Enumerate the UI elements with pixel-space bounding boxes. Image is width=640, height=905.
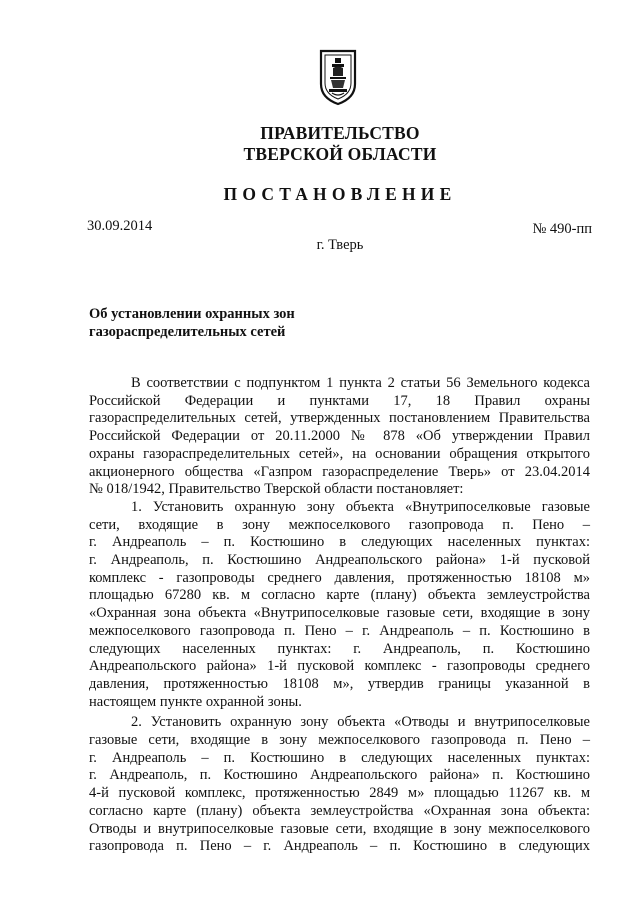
coat-of-arms-icon: [318, 48, 358, 106]
document-number: № 490-пп: [532, 221, 592, 237]
text-line: газопровода п. Пено – г. Андреаполь – п. Костюшино в следующих: [89, 838, 590, 855]
text-line: 4-й пусковой комплекс, протяженностью 2849 м» площадью 11267 кв. м: [89, 785, 590, 802]
item-2-paragraph: [89, 714, 590, 856]
text-line: согласно карте (плану) объекта землеустройства «Охранная зона объекта:: [89, 802, 590, 819]
document-city: г. Тверь: [316, 237, 364, 253]
document-subject: [89, 305, 295, 341]
text-line: г. Андреаполь, п. Костюшино Андреапольского района» 1-й пусковой: [89, 552, 590, 569]
text-line: комплекс - газопроводы среднего давления, протяженностью 18108 м»: [89, 569, 590, 586]
text-line: г. Андреаполь – п. Костюшино в следующих населенных пунктах:: [89, 534, 590, 551]
organization-name-line1: ПРАВИТЕЛЬСТВО: [260, 123, 420, 143]
text-line: следующих населенных пунктах: г. Андреаполь, п. Костюшино: [89, 640, 590, 657]
document-type-title: ПОСТАНОВЛЕНИЕ: [223, 184, 457, 204]
subject-line: Об установлении охранных зон: [89, 306, 295, 322]
text-line: давления, протяженностью 18108 м», утвердив границы указанной в: [89, 675, 590, 692]
text-line: «Охранная зона объекта «Внутрипоселковые газовые сети, входящие в зону: [89, 605, 590, 622]
text-line: площадью 67280 кв. м согласно карте (плану) объекта землеустройства: [89, 587, 590, 604]
text-line: Российской Федерации и пунктами 17, 18 Правил охраны: [89, 392, 590, 409]
preamble-paragraph: [89, 375, 590, 499]
text-line: акционерного общества «Газпром газораспределение Тверь» от 23.04.2014: [89, 463, 590, 480]
text-line: межпоселкового газопровода п. Пено – г. Андреаполь – п. Костюшино в: [89, 622, 590, 639]
text-line: газовые сети, входящие в зону межпоселкового газопровода п. Пено –: [89, 732, 590, 749]
organization-name-line2: ТВЕРСКОЙ ОБЛАСТИ: [243, 144, 437, 164]
text-line: 2. Установить охранную зону объекта «Отводы и внутрипоселковые: [131, 714, 590, 731]
text-line: сети, входящие в зону межпоселкового газопровода п. Пено –: [89, 516, 590, 533]
text-line: охраны газораспределительных сетей», на основании обращения открытого: [89, 445, 590, 462]
text-line: Андреапольского района» 1-й пусковой комплекс - газопроводы среднего: [89, 658, 590, 675]
document-date: 30.09.2014: [87, 218, 153, 234]
text-line: 1. Установить охранную зону объекта «Внутрипоселковые газовые: [131, 498, 590, 515]
document-body: [89, 375, 590, 856]
text-line: настоящем пункте охранной зоны.: [89, 693, 302, 710]
text-line: Отводы и внутрипоселковые газовые сети, входящие в зону межпоселкового: [89, 820, 590, 837]
subject-line: газораспределительных сетей: [89, 324, 286, 340]
text-line: газораспределительных сетей, утвержденных постановлением Правительства: [89, 410, 590, 427]
text-line: Российской Федерации от 20.11.2000 № 878 «Об утверждении Правил: [89, 428, 590, 445]
text-line: г. Андреаполь – п. Костюшино в следующих населенных пунктах:: [89, 749, 590, 766]
item-1-paragraph: [89, 499, 590, 711]
text-line: г. Андреаполь, п. Костюшино Андреапольского района» п. Костюшино: [89, 767, 590, 784]
text-line: № 018/1942, Правительство Тверской области постановляет:: [89, 481, 464, 498]
text-line: В соответствии с подпунктом 1 пункта 2 статьи 56 Земельного кодекса: [131, 375, 590, 391]
